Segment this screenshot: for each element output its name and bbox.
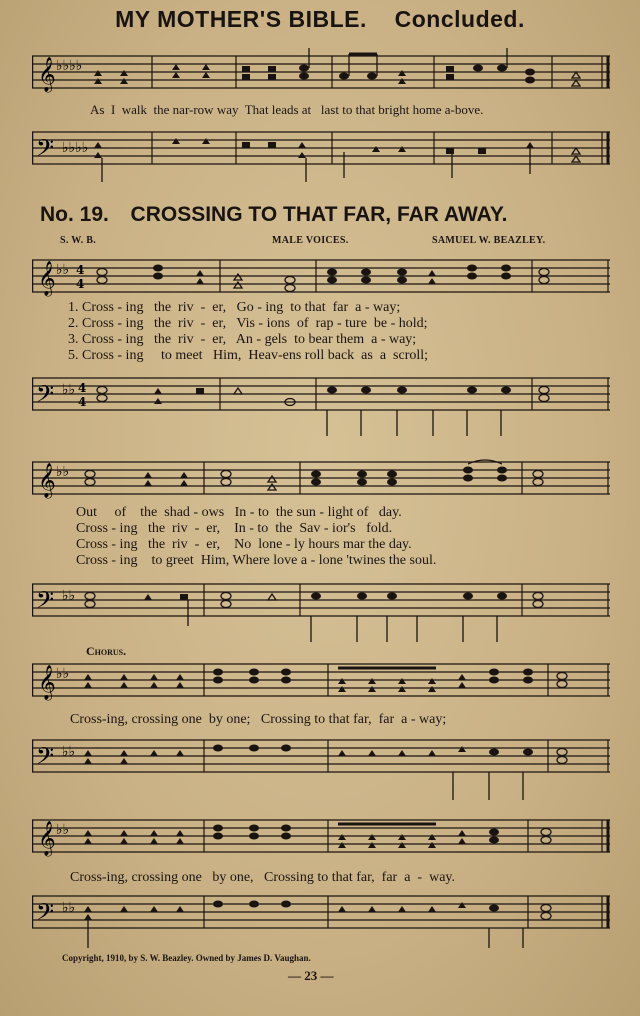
svg-text:♭♭: ♭♭ — [62, 900, 76, 916]
bass-clef-icon: 𝄢 — [36, 380, 55, 413]
bass-clef-icon: 𝄢 — [36, 898, 55, 931]
lyricist-credit: S. W. B. — [60, 235, 97, 246]
staff-system-4-treble — [32, 656, 610, 706]
staff-system-1-bass — [32, 118, 610, 186]
bass-clef-icon: 𝄢 — [36, 586, 55, 619]
previous-song-name: MY MOTHER'S BIBLE. — [115, 6, 367, 32]
chorus-line-2: Cross-ing, crossing one by one, Crossing to that far, far a - way. — [70, 870, 456, 885]
treble-clef-icon: 𝄞 — [38, 261, 56, 296]
staff-system-5-treble — [32, 812, 610, 862]
staff-system-1-treble — [32, 48, 610, 94]
svg-text:♭♭: ♭♭ — [56, 464, 70, 480]
concluded-label: Concluded. — [394, 6, 525, 32]
voicing-label: MALE VOICES. — [272, 235, 349, 246]
verse-3-line-1: 3. Cross - ing the riv - er, An - gels to bear them a - way; — [68, 332, 417, 347]
verse-1-line-2: Out of the shad - ows In - to the sun - light of day. — [76, 505, 402, 520]
svg-text:♭♭: ♭♭ — [62, 744, 76, 760]
song-title-row — [40, 203, 630, 227]
svg-text:4: 4 — [76, 277, 85, 291]
composer-credit: SAMUEL W. BEAZLEY. — [432, 235, 546, 246]
svg-text:♭♭: ♭♭ — [56, 822, 70, 838]
song-title: CROSSING TO THAT FAR, FAR AWAY. — [130, 203, 508, 226]
bass-clef-icon: 𝄢 — [36, 134, 55, 167]
song-number: No. 19. — [40, 203, 109, 226]
previous-song-title — [0, 6, 640, 33]
verse-2-line-2: Cross - ing the riv - er, In - to the Sav - ior's fold. — [76, 521, 393, 536]
svg-text:4: 4 — [78, 381, 87, 395]
staff-system-2-treble — [32, 250, 610, 298]
staff-system-3-bass — [32, 570, 610, 646]
svg-text:♭♭: ♭♭ — [62, 382, 76, 398]
copyright-notice: Copyright, 1910, by S. W. Beazley. Owned by James D. Vaughan. — [62, 953, 311, 963]
treble-clef-icon: 𝄞 — [38, 665, 56, 700]
verse-1-line-1: 1. Cross - ing the riv - er, Go - ing to that far a - way; — [68, 300, 401, 315]
chorus-label: Chorus. — [86, 644, 127, 658]
previous-song-lyric: As I walk the nar-row way That leads at last to that bright home a-bove. — [90, 102, 484, 117]
chorus-line-1: Cross-ing, crossing one by one; Crossing to that far, far a - way; — [70, 712, 447, 727]
bass-clef-icon: 𝄢 — [36, 742, 55, 775]
verse-2-line-1: 2. Cross - ing the riv - er, Vis - ions of rap - ture be - hold; — [68, 316, 428, 331]
page-number: — 23 — — [288, 968, 334, 983]
staff-system-2-bass — [32, 364, 610, 440]
svg-text:4: 4 — [76, 263, 85, 277]
treble-clef-icon: 𝄞 — [38, 57, 56, 92]
svg-text:4: 4 — [78, 395, 87, 409]
treble-clef-icon: 𝄞 — [38, 463, 56, 498]
staff-system-5-bass — [32, 886, 610, 954]
svg-text:♭♭: ♭♭ — [56, 666, 70, 682]
treble-clef-icon: 𝄞 — [38, 821, 56, 856]
staff-system-4-bass — [32, 730, 610, 806]
svg-text:♭♭♭♭: ♭♭♭♭ — [62, 140, 89, 156]
svg-text:♭♭: ♭♭ — [62, 588, 76, 604]
verse-5-line-1: 5. Cross - ing to meet Him, Heav-ens roll back as a scroll; — [68, 348, 429, 363]
svg-text:♭♭: ♭♭ — [56, 262, 70, 278]
staff-system-3-treble — [32, 452, 610, 502]
svg-text:♭♭♭♭: ♭♭♭♭ — [56, 58, 83, 74]
verse-3-line-2: Cross - ing the riv - er, No lone - ly hours mar the day. — [76, 537, 412, 552]
verse-5-line-2: Cross - ing to greet Him, Where love a - lone 'twines the soul. — [76, 553, 437, 568]
